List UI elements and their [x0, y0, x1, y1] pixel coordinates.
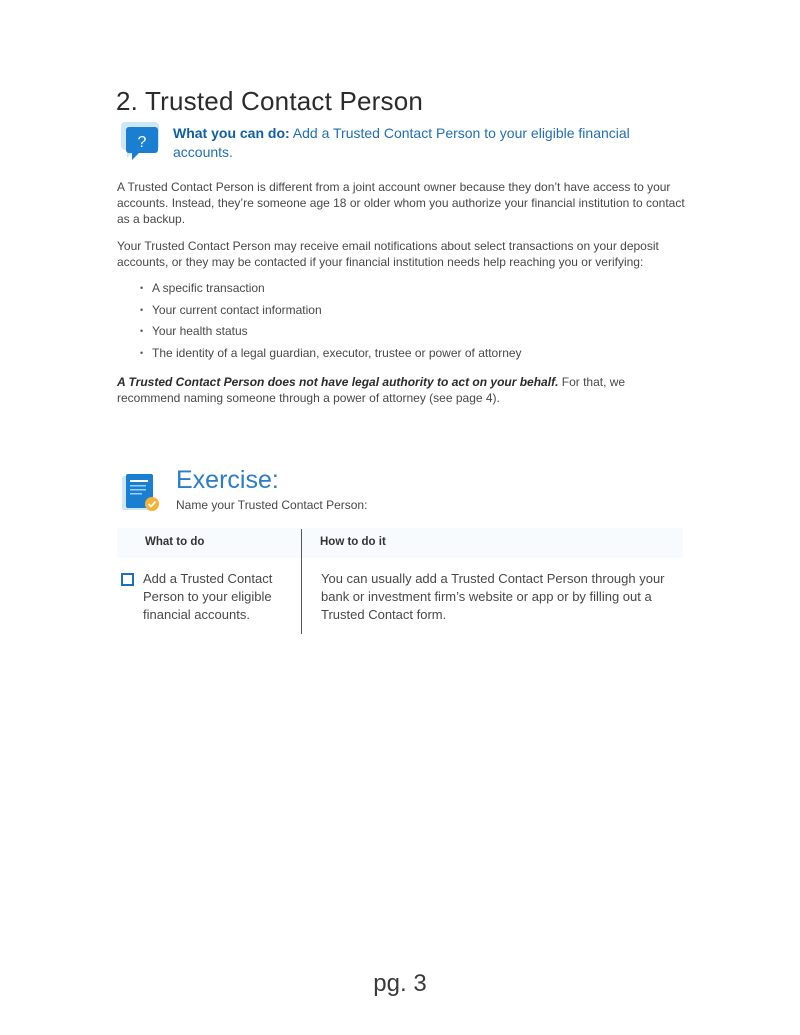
list-item: • Your health status — [140, 323, 522, 345]
notifications-paragraph: Your Trusted Contact Person may receive email notifications about select transactions on your deposit accounts, or they may be contacted if your financial institution needs help reaching you or verifying: — [117, 239, 659, 269]
column-divider — [301, 529, 302, 634]
column-header-what: What to do — [145, 536, 205, 548]
task-checkbox[interactable] — [121, 573, 134, 586]
list-item: • A specific transaction — [140, 280, 522, 302]
callout-text — [173, 124, 643, 162]
exercise-title: Exercise: — [176, 466, 279, 494]
page-number: pg. 3 — [373, 970, 427, 997]
intro-paragraph: A Trusted Contact Person is different from a joint account owner because they don’t have access to your accounts. Instead, they’re someone age 18 or older whom you authorize your financial institution to contact as a backup. — [117, 180, 685, 226]
svg-text:?: ? — [137, 134, 147, 151]
exercise-table-header — [117, 528, 683, 558]
list-item: • Your current contact information — [140, 302, 522, 324]
table-cell-what: Add a Trusted Contact Person to your eligible financial accounts. — [143, 571, 273, 622]
list-item: • The identity of a legal guardian, executor, trustee or power of attorney — [140, 345, 522, 367]
column-header-how: How to do it — [320, 536, 386, 548]
exercise-subtitle: Name your Trusted Contact Person: — [176, 498, 368, 512]
callout-body: Add a Trusted Contact Person to your eligible financial accounts. — [173, 125, 630, 160]
callout-lead: What you can do: — [173, 125, 290, 141]
verification-list — [140, 280, 522, 367]
legal-note-emphasis: A Trusted Contact Person does not have legal authority to act on your behalf. — [117, 375, 559, 389]
legal-note-text: For that, we recommend naming someone through a power of attorney (see page 4). — [117, 375, 626, 405]
legal-note — [117, 374, 687, 406]
question-chat-bubble-icon — [118, 120, 164, 164]
what-you-can-do-callout — [118, 120, 678, 164]
page-title: 2. Trusted Contact Person — [116, 86, 424, 116]
document-check-icon — [120, 472, 162, 514]
table-cell-how: You can usually add a Trusted Contact Person through your bank or investment firm’s website or app or by filling out a Trusted Contact form. — [321, 571, 665, 622]
